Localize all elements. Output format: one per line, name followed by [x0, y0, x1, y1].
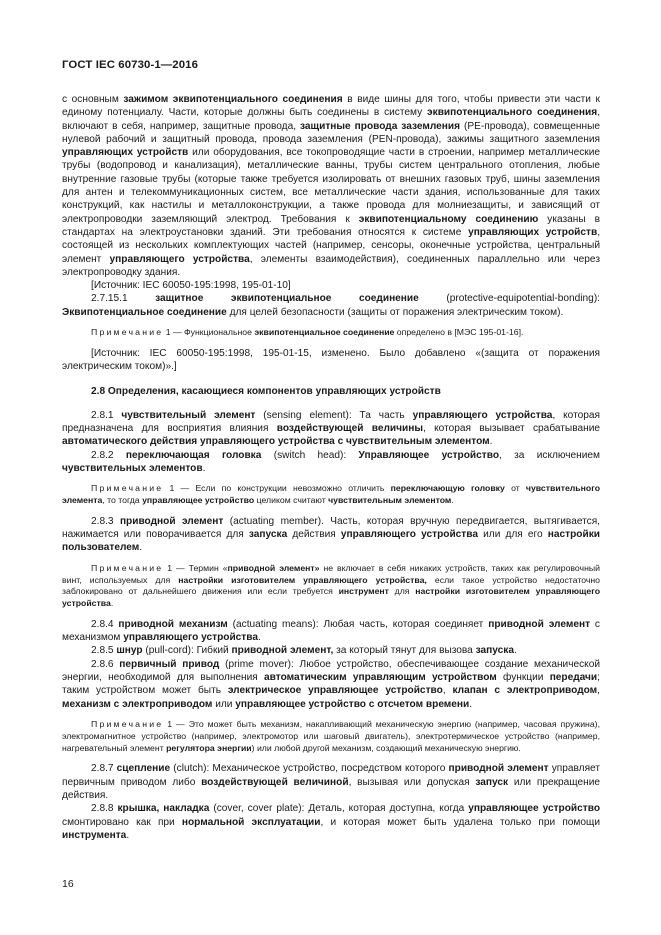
text-run: (actuating means): Любая часть, которая соединяет: [227, 618, 489, 630]
bold-term: электрическое управляющее устройство: [227, 685, 443, 697]
text-run: ) или любой другой механизм, создающий механическую энергию.: [251, 742, 521, 753]
text-run: ,: [442, 685, 453, 697]
bold-term: запуска: [248, 529, 288, 541]
bold-term: Эквипотенциальное соединение: [62, 306, 227, 318]
bold-term: управляющее устройство: [142, 495, 255, 506]
text-run: (prime mover): Любое устройство, обеспечивающее создание механической энергии, необходимой для выполнения: [62, 658, 600, 684]
bold-term: чувствительных элементов: [62, 462, 203, 474]
text-run: (sensing element): Та часть: [255, 409, 413, 421]
text-run: [Источник: IEC 60050-195:1998, 195-01-15, изменено. Было добавлено «(защита от поражения электрическим током)».]: [62, 347, 600, 373]
bold-term: приводной механизм: [118, 618, 228, 630]
text-run: , включают в себя, например, защитные провода,: [62, 107, 601, 132]
text-run: функции: [496, 672, 550, 684]
bold-term: воздействующей величины: [276, 423, 423, 435]
bold-term: управляющих устройств: [62, 147, 189, 159]
note-label: Примечание: [91, 562, 164, 573]
bold-term: механизм с электроприводом: [62, 698, 213, 710]
text-run: (switch head):: [261, 449, 359, 461]
note-label: Примечание: [91, 327, 164, 338]
bold-term: эквипотенциального соединения: [427, 107, 598, 119]
text-run: если такое устройство недостаточно заблокировано от дальнейшего движения или если требуется: [62, 574, 600, 597]
bold-term: переключающая головка: [125, 449, 262, 461]
text-run: , элементы взаимодействия), соединенных параллельно или через электропроводку здания.: [62, 253, 600, 278]
body-paragraph: [62, 347, 600, 374]
note-paragraph: [62, 719, 600, 754]
bold-term: управляющих устройств: [468, 226, 598, 238]
text-run: .: [139, 542, 143, 554]
bold-term: приводной элемент: [119, 515, 224, 527]
text-run: 2.8.6: [91, 658, 120, 670]
bold-term: управляющего устройства: [109, 253, 250, 265]
note-paragraph: [62, 563, 600, 610]
body-paragraph: [62, 292, 600, 319]
text-run: с основным: [62, 94, 124, 105]
text-run: [Источник: IEC 60050-195:1998, 195-01-10]: [91, 280, 291, 292]
bold-term: инструмента: [62, 829, 127, 841]
text-run: за который тянут для вызова: [333, 645, 476, 657]
text-run: 2.8.1: [91, 409, 122, 421]
text-run: не включает в себя никаких устройств, таких как регулировочный винт, используемых для: [62, 562, 600, 585]
text-run: 2.7.15.1: [91, 293, 156, 305]
text-run: .: [202, 462, 206, 474]
note-paragraph: [62, 483, 600, 507]
bold-term: регулятора энергии: [166, 742, 252, 753]
bold-term: приводной элемент»: [227, 562, 320, 573]
text-run: , которая вызывает срабатывание: [423, 423, 600, 435]
text-run: ; таким устройством может быть: [62, 672, 600, 697]
text-run: с механизмом: [62, 618, 600, 644]
bold-term: эквипотенциальное соединение: [254, 327, 395, 338]
text-run: в виде шины для того, чтобы привести эти части к единому потенциалу. Части, которые должны быть соединены в систему: [62, 94, 600, 119]
text-run: определено в [МЭС 195-01-16].: [394, 327, 524, 338]
bold-term: переключающую головку: [390, 483, 505, 494]
bold-term: запуска: [475, 645, 514, 657]
document-body: [62, 93, 600, 842]
text-run: (protective-equipotential-bonding):: [418, 293, 600, 305]
bold-term: автоматического действия управляющего устройства с чувствительным элементом: [62, 436, 490, 448]
text-run: .: [513, 645, 517, 657]
text-run: (clutch): Механическое устройство, посредством которого: [170, 763, 449, 775]
text-run: или прекращение действия.: [62, 776, 601, 801]
body-paragraph: [62, 658, 600, 711]
note-label: Примечание: [91, 483, 164, 494]
note-paragraph: [62, 327, 600, 339]
text-run: , состоящей из нескольких комплектующих частей (например, сенсоры, оконечные устройства, центральный элемент: [62, 226, 601, 265]
bold-term: Управляющее устройство: [358, 449, 500, 461]
body-paragraph: [62, 618, 600, 645]
text-run: 2.8.8: [91, 803, 118, 815]
bold-term: управляющее устройство с отсчетом времени: [235, 698, 470, 710]
bold-term: настройки изготовителем управляющего устройства: [62, 586, 600, 609]
text-run: ,: [597, 685, 600, 697]
body-paragraph: [62, 93, 600, 279]
text-run: (PE-провода), совмещенные нулевой рабочий и защитный провода, провода заземления (PEN-провода), зажимы защитного заземления: [62, 120, 600, 145]
text-run: действия: [287, 529, 341, 541]
bold-term: запуск: [475, 776, 509, 788]
text-run: целиком считают: [254, 495, 329, 506]
text-run: .: [126, 829, 130, 841]
text-run: управляет первичным приводом либо: [62, 763, 600, 788]
text-run: , и которая может быть удалена только при помощи: [320, 816, 601, 828]
text-run: смонтировано как при: [62, 816, 182, 828]
bold-term: шнур: [116, 645, 143, 657]
bold-term: чувствительным элементом: [328, 495, 452, 506]
bold-term: передачи: [549, 672, 598, 684]
bold-term: чувствительного элемента: [62, 483, 600, 506]
bold-term: сцепление: [116, 763, 171, 775]
text-run: 2.8.7: [91, 763, 117, 775]
text-run: (actuating member). Часть, которая вручную передвигается, вытягивается, нажимается или поворачивается для: [62, 515, 600, 541]
text-run: , за исключением: [499, 449, 601, 461]
bold-term: 2.8 Определения, касающиеся компонентов управляющих устройств: [91, 386, 441, 398]
bold-term: эквипотенциальному соединению: [358, 213, 539, 225]
text-run: 1 — Если по конструкции невозможно отличить: [163, 483, 391, 494]
bold-term: управляющего устройства: [123, 632, 258, 644]
text-run: .: [258, 632, 261, 644]
text-run: , которая предназначена для восприятия влияния: [62, 409, 600, 435]
text-run: (cover, cover plate): Деталь, которая доступна, когда: [209, 803, 469, 815]
body-paragraph: [62, 762, 600, 802]
text-run: .: [469, 698, 473, 710]
text-run: 2.8.4: [91, 618, 119, 630]
bold-term: управляющего устройства: [340, 529, 478, 541]
text-run: указаны в стандартах на электроустановки зданий. Эти требования относятся к системе: [62, 213, 600, 238]
body-paragraph: [62, 802, 600, 842]
text-run: 2.8.2: [91, 449, 126, 461]
bold-term: крышка, накладка: [117, 803, 210, 815]
bold-term: автоматическим управляющим устройством: [264, 672, 497, 684]
text-run: 1 — Функциональное: [163, 327, 255, 338]
bold-term: управляющего устройства: [412, 409, 553, 421]
text-run: от: [504, 483, 526, 494]
text-run: .: [110, 598, 114, 609]
document-header: ГОСТ IEC 60730-1—2016: [62, 59, 199, 71]
text-run: 1 — Это может быть механизм, накапливающий механическую энергию (например, часовая пружина), электромагнитное устройство (например, электромотор или шаговый двигатель), электротермическое устройство (например, нагревательный элемент: [62, 718, 600, 753]
bold-term: первичный привод: [119, 658, 220, 670]
bold-term: чувствительный элемент: [121, 409, 256, 421]
text-run: или оборудования, все токопроводящие части в строении, например металлические трубы (водопровод и канализация), металлические ванны, трубы систем центрального отопления, любые внутренние газовые трубы (которые также требуется изолировать от внешних газовых труб, шины заземления для антен и телекоммуникационных систем, все металлические части здания, использованные для таких конструкций, как настилы и металлоконструкции, а также провода для молниезащиты, и зависящий от электропроводки заземляющий электрод. Требования к: [62, 147, 600, 225]
bold-term: приводной элемент: [488, 618, 591, 630]
bold-term: приводной элемент,: [231, 645, 334, 657]
text-run: (pull-cord): Гибкий: [142, 645, 232, 657]
bold-term: защитные провода заземления: [300, 120, 461, 132]
note-label: Примечание: [91, 718, 164, 729]
body-paragraph: [62, 449, 600, 476]
bold-term: воздействующей величиной: [201, 776, 349, 788]
page-number: 16: [62, 878, 74, 890]
section-heading: [62, 385, 600, 398]
bold-term: клапан с электроприводом: [452, 685, 598, 697]
body-paragraph: [62, 644, 600, 657]
bold-term: приводной элемент: [448, 763, 549, 775]
text-run: для целей безопасности (защиты от поражения электрическим током).: [226, 306, 564, 318]
body-paragraph: [62, 409, 600, 449]
text-run: 1 — Термин «: [163, 562, 228, 573]
text-run: или: [212, 698, 236, 710]
bold-term: настройки пользователем: [62, 529, 600, 554]
text-run: .: [489, 436, 493, 448]
text-run: 2.8.5: [91, 645, 117, 657]
text-run: или для его: [478, 529, 548, 541]
text-run: для: [388, 586, 416, 597]
bold-term: инструмент: [338, 586, 389, 597]
bold-term: настройки изготовителем управляющего устройства,: [178, 574, 427, 585]
bold-term: защитное эквипотенциальное соединение: [155, 293, 419, 305]
text-run: , вызывая или допуская: [348, 776, 476, 788]
body-paragraph: [62, 515, 600, 555]
bold-term: управляющее устройство: [468, 803, 601, 815]
bold-term: нормальной эксплуатации: [181, 816, 321, 828]
bold-term: зажимом эквипотенциального соединения: [123, 94, 343, 105]
text-run: .: [451, 495, 454, 506]
text-run: , то тогда: [102, 495, 143, 506]
text-run: 2.8.3: [91, 515, 120, 527]
body-paragraph: [62, 279, 600, 292]
